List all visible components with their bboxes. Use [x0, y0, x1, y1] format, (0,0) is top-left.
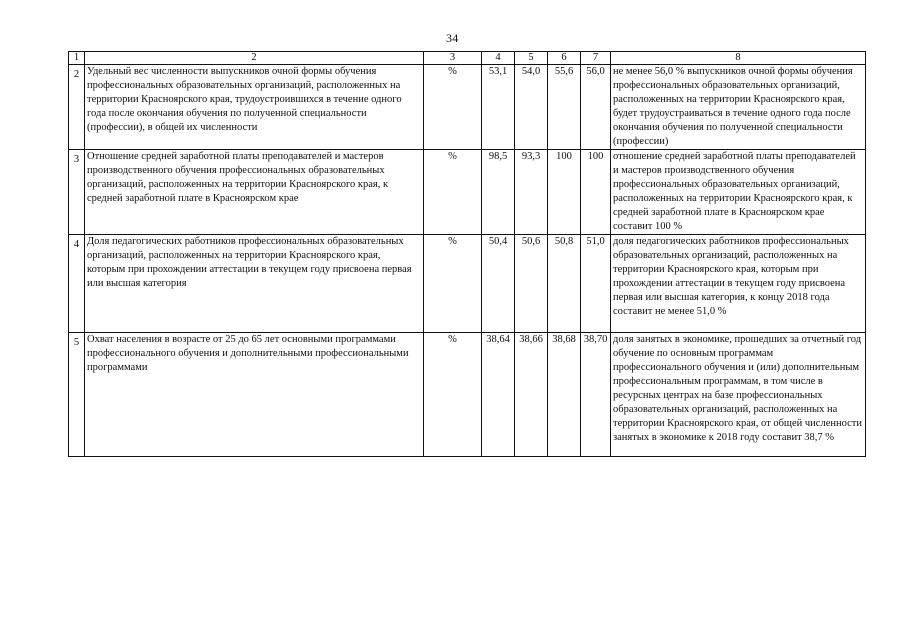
value-col-5: 54,0	[515, 65, 548, 150]
indicator-name: Удельный вес численности выпускников очной формы обучения профессиональных образовательных организаций, расположенных на территории Красноярского края, трудоустроившихся в течение одного года после окончания обучения по полученной специальности (профессии), в общей их численности	[85, 65, 424, 150]
value-col-6: 38,68	[548, 333, 581, 457]
row-number: 5	[69, 333, 85, 457]
unit-cell: %	[424, 235, 482, 333]
table-row	[69, 235, 866, 333]
expected-result: доля занятых в экономике, прошедших за отчетный год обучение по основным программам профессионального обучения и (или) дополнительным профессиональным программам, в том числе в ресурсных центрах на базе профессиональных образовательных организаций, расположенных на территории Красноярского края, от общей численности занятых в экономике к 2018 году составит 38,7 %	[611, 333, 866, 457]
indicator-name: Отношение средней заработной платы преподавателей и мастеров производственного обучения профессиональных образовательных организаций, расположенных на территории Красноярского края, к средней заработной плате в Красноярском крае	[85, 150, 424, 235]
indicator-name: Доля педагогических работников профессиональных образовательных организаций, расположенных на территории Красноярского края, которым при прохождении аттестации в текущем году присвоена первая или высшая категория	[85, 235, 424, 333]
column-header-3: 3	[424, 52, 482, 65]
value-col-6: 100	[548, 150, 581, 235]
value-col-7: 38,70	[581, 333, 611, 457]
indicator-name: Охват населения в возрасте от 25 до 65 лет основными программами профессионального обучения и дополнительными профессиональными программами	[85, 333, 424, 457]
column-header-2: 2	[85, 52, 424, 65]
unit-cell: %	[424, 65, 482, 150]
unit-cell: %	[424, 150, 482, 235]
column-header-5: 5	[515, 52, 548, 65]
page-number: 34	[446, 31, 459, 45]
value-col-4: 53,1	[482, 65, 515, 150]
row-number: 4	[69, 235, 85, 333]
unit-cell: %	[424, 333, 482, 457]
value-col-6: 50,8	[548, 235, 581, 333]
value-col-4: 38,64	[482, 333, 515, 457]
table-row	[69, 150, 866, 235]
value-col-7: 100	[581, 150, 611, 235]
column-header-4: 4	[482, 52, 515, 65]
value-col-5: 93,3	[515, 150, 548, 235]
expected-result: не менее 56,0 % выпускников очной формы обучения профессиональных образовательных организаций, расположенных на территории Красноярского края, будет трудоустраиваться в течение одного года после окончания обучения по полученной специальности (профессии)	[611, 65, 866, 150]
value-col-7: 56,0	[581, 65, 611, 150]
header-row	[69, 52, 866, 65]
value-col-4: 98,5	[482, 150, 515, 235]
value-col-7: 51,0	[581, 235, 611, 333]
value-col-5: 38,66	[515, 333, 548, 457]
column-header-8: 8	[611, 52, 866, 65]
table-row	[69, 65, 866, 150]
expected-result: доля педагогических работников профессиональных образовательных организаций, расположенных на территории Красноярского края, которым при прохождении аттестации в текущем году присвоена первая или высшая категория, к концу 2018 года составит не менее 51,0 %	[611, 235, 866, 333]
column-header-1: 1	[69, 52, 85, 65]
indicators-table	[68, 51, 866, 457]
expected-result: отношение средней заработной платы преподавателей и мастеров производственного обучения профессиональных образовательных организаций, расположенных на территории Красноярского края, к средней заработной плате в Красноярском крае составит 100 %	[611, 150, 866, 235]
row-number: 2	[69, 65, 85, 150]
value-col-4: 50,4	[482, 235, 515, 333]
column-header-7: 7	[581, 52, 611, 65]
value-col-5: 50,6	[515, 235, 548, 333]
column-header-6: 6	[548, 52, 581, 65]
row-number: 3	[69, 150, 85, 235]
value-col-6: 55,6	[548, 65, 581, 150]
table-row	[69, 333, 866, 457]
